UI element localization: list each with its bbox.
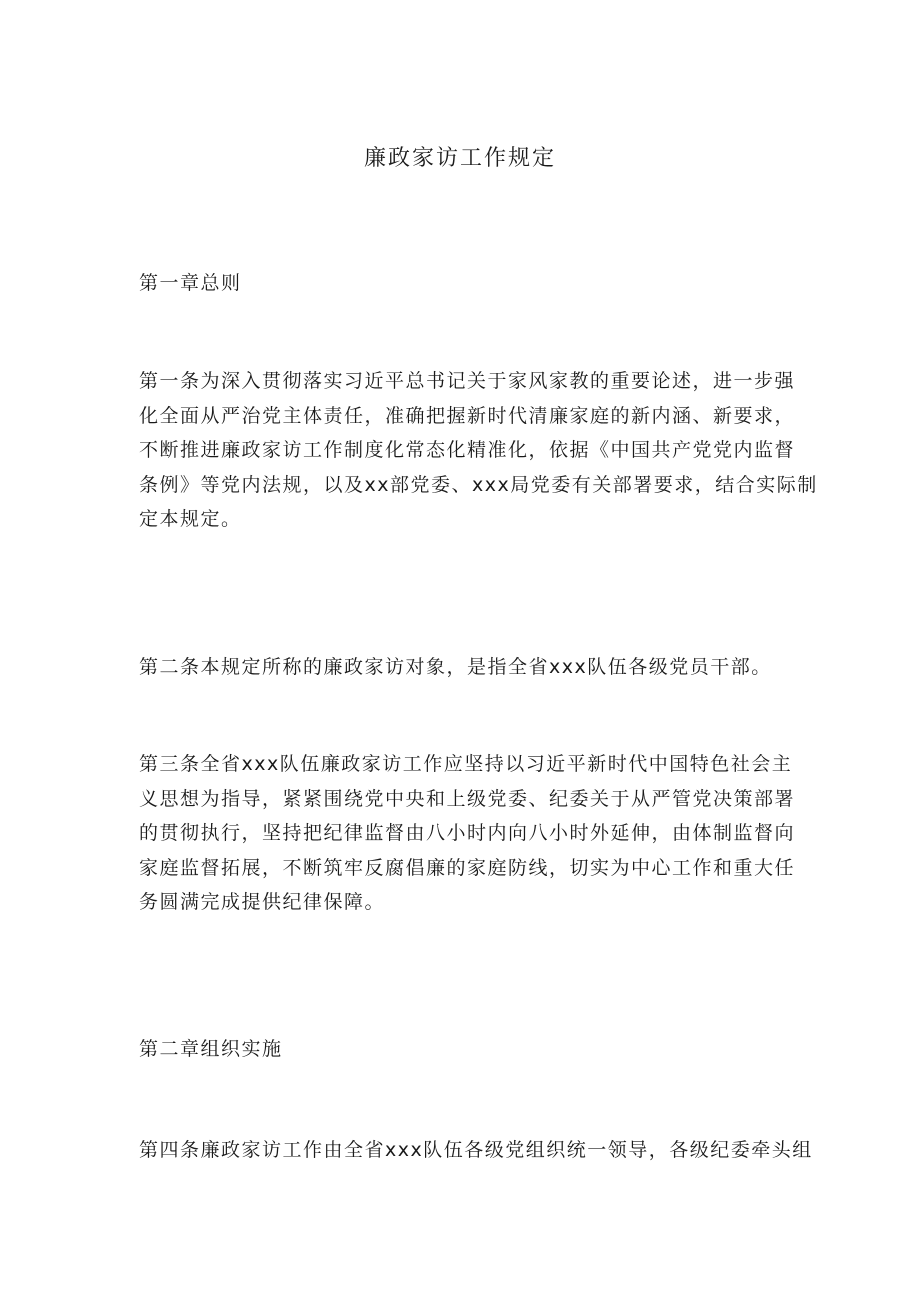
- article-2-paragraph: 第二条本规定所称的廉政家访对象，是指全省xxx队伍各级党员干部。: [139, 656, 772, 678]
- article-1-line: 定本规定。: [139, 508, 242, 530]
- article-3-line: 义思想为指导，紧紧围绕党中央和上级党委、纪委关于从严管党决策部署: [139, 787, 796, 810]
- chapter-heading-2: 第二章组织实施: [139, 1038, 283, 1060]
- article-4-paragraph: [139, 1133, 813, 1167]
- article-1-paragraph: [139, 364, 818, 537]
- chapter-heading-1: 第一章总则: [139, 272, 242, 294]
- article-3-line: 务圆满完成提供纪律保障。: [139, 891, 386, 913]
- article-3-line: 第三条全省xxx队伍廉政家访工作应坚持以习近平新时代中国特色社会主: [139, 753, 793, 775]
- article-3-line: 的贯彻执行，坚持把纪律监督由八小时内向八小时外延伸，由体制监督向: [139, 822, 796, 844]
- article-4-line: 第四条廉政家访工作由全省xxx队伍各级党组织统一领导，各级纪委牵头组: [139, 1139, 813, 1161]
- article-1-line: 第一条为深入贯彻落实习近平总书记关于家风家教的重要论述，进一步强: [139, 370, 796, 392]
- article-1-line: 不断推进廉政家访工作制度化常态化精准化，依据《中国共产党党内监督: [139, 439, 796, 461]
- article-1-line: 条例》等党内法规，以及xx部党委、xxx局党委有关部署要求，结合实际制: [139, 473, 818, 496]
- document-title: 廉政家访工作规定: [363, 146, 556, 171]
- article-3-paragraph: [139, 747, 796, 920]
- article-3-line: 家庭监督拓展，不断筑牢反腐倡廉的家庭防线，切实为中心工作和重大任: [139, 856, 796, 879]
- article-1-line: 化全面从严治党主体责任，准确把握新时代清廉家庭的新内涵、新要求，: [139, 404, 796, 427]
